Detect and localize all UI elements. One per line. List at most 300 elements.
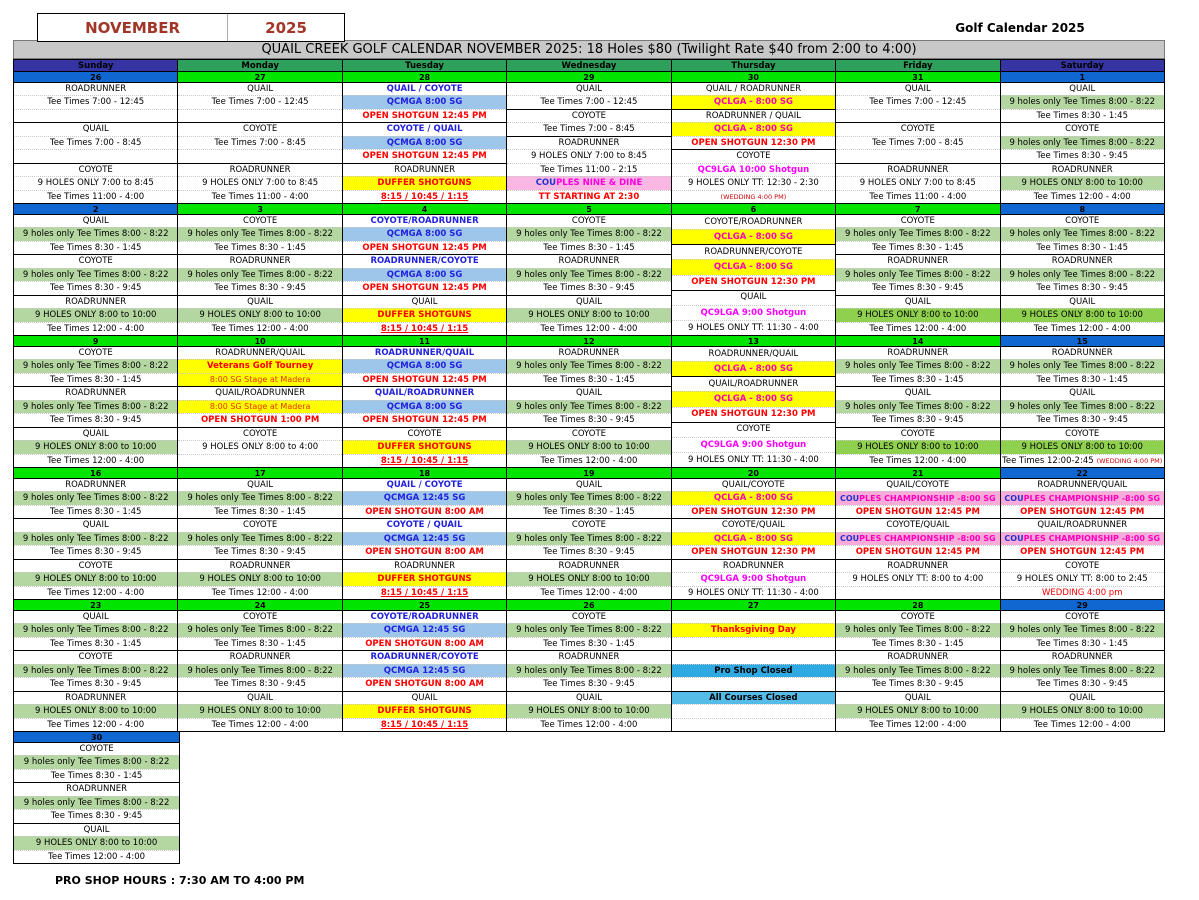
schedule-block	[507, 254, 670, 294]
schedule-line: QCMGA 8:00 SG	[343, 359, 506, 372]
schedule-block	[178, 295, 341, 335]
schedule-line: QUAIL	[247, 692, 274, 703]
schedule-line: 9 holes only Tee Times 8:00 - 8:22	[14, 359, 177, 372]
date-label: 28	[836, 600, 999, 611]
schedule-line: COYOTE	[571, 428, 607, 439]
schedule-line: QUAIL	[411, 296, 438, 307]
schedule-line: QUAIL	[82, 215, 109, 226]
schedule-line: 9 holes only Tee Times 8:00 - 8:22	[507, 664, 670, 677]
schedule-block	[14, 782, 179, 822]
schedule-block	[178, 691, 341, 731]
schedule-block	[1001, 691, 1164, 731]
schedule-line: ROADRUNNER	[1051, 256, 1113, 267]
day-cell-16	[13, 467, 178, 600]
schedule-line: QUAIL	[575, 479, 602, 490]
schedule-line: QUAIL / ROADRUNNER	[705, 83, 801, 94]
schedule-line: QUAIL	[82, 611, 109, 622]
schedule-line: QUAIL/ROADRUNNER	[1037, 520, 1128, 531]
schedule-block	[1001, 254, 1164, 294]
schedule-line: QCMGA 8:00 SG	[343, 268, 506, 281]
schedule-line: 8:15 / 10:45 / 1:15	[343, 454, 506, 467]
schedule-line: COYOTE	[243, 124, 278, 135]
schedule-line: 9 holes only Tee Times 8:00 - 8:22	[1001, 359, 1164, 372]
schedule-block	[836, 295, 999, 335]
schedule-block	[14, 347, 177, 386]
schedule-line: Tee Times 7:00 - 8:45	[507, 122, 670, 135]
schedule-line	[672, 677, 835, 690]
schedule-line: 9 HOLES ONLY TT: 11:30 - 4:00	[672, 452, 835, 467]
schedule-line	[14, 109, 177, 122]
schedule-line: ROADRUNNER	[1051, 652, 1113, 663]
schedule-line	[672, 718, 835, 731]
schedule-line: ROADRUNNER/QUAIL	[708, 348, 799, 359]
schedule-line: ROADRUNNER/QUAIL	[215, 347, 306, 358]
schedule-line: 9 holes only Tee Times 8:00 - 8:22	[836, 400, 999, 413]
date-label: 12	[507, 336, 670, 347]
week-row-5	[13, 599, 1165, 732]
schedule-line: QCMGA 8:00 SG	[343, 227, 506, 240]
schedule-line: OPEN SHOTGUN 8:00 AM	[343, 677, 506, 690]
schedule-block	[1001, 518, 1164, 558]
day-cell-8	[1000, 203, 1165, 336]
schedule-line: 9 holes only Tee Times 8:00 - 8:22	[1001, 268, 1164, 281]
schedule-line: ROADRUNNER	[558, 256, 620, 267]
schedule-block	[14, 295, 177, 335]
schedule-line: OPEN SHOTGUN 12:45 PM	[836, 545, 999, 558]
schedule-line: QUAIL/COYOTE	[886, 479, 950, 490]
schedule-line: Tee Times 8:30 - 1:45	[1001, 373, 1164, 386]
calendar-banner: QUAIL CREEK GOLF CALENDAR NOVEMBER 2025: 18 Holes $80 (Twilight Rate $40 from 2:00 to 4:00)	[13, 40, 1165, 59]
schedule-block	[14, 611, 177, 650]
schedule-line: OPEN SHOTGUN 12:30 PM	[672, 136, 835, 149]
pro-shop-hours: PRO SHOP HOURS : 7:30 AM TO 4:00 PM	[55, 874, 305, 887]
day-header-tuesday: Tuesday	[342, 59, 507, 72]
week-row-2	[13, 203, 1165, 336]
schedule-line: ROADRUNNER	[887, 652, 949, 663]
schedule-line: OPEN SHOTGUN 12:45 PM	[343, 373, 506, 386]
schedule-line: ROADRUNNER	[65, 83, 127, 94]
schedule-line: ROADRUNNER	[229, 560, 291, 571]
schedule-line: 9 holes only Tee Times 8:00 - 8:22	[836, 359, 999, 372]
schedule-line: ROADRUNNER	[229, 256, 291, 267]
schedule-block	[836, 611, 999, 650]
schedule-line: COYOTE	[243, 215, 278, 226]
schedule-line: 9 holes only Tee Times 8:00 - 8:22	[507, 491, 670, 504]
schedule-line: Tee Times 8:30 - 9:45	[14, 413, 177, 426]
schedule-line: 9 holes only Tee Times 8:00 - 8:22	[178, 532, 341, 545]
schedule-block	[343, 691, 506, 731]
year-title: 2025	[227, 14, 344, 41]
schedule-block	[1001, 83, 1164, 122]
day-cell-27	[671, 599, 836, 732]
schedule-block	[343, 427, 506, 467]
schedule-line: Tee Times 12:00 - 4:00	[14, 586, 177, 599]
schedule-line: Tee Times 12:00 - 4:00	[836, 454, 999, 467]
schedule-block	[507, 479, 670, 518]
day-cell-2	[13, 203, 178, 336]
schedule-line: 9 HOLES ONLY 8:00 to 10:00	[14, 440, 177, 453]
schedule-block	[672, 422, 835, 467]
schedule-line: Tee Times 8:30 - 1:45	[507, 241, 670, 254]
schedule-line: Tee Times 8:30 - 9:45	[178, 281, 341, 294]
schedule-line: Tee Times 8:30 - 1:45	[178, 505, 341, 518]
date-label: 21	[836, 468, 999, 479]
schedule-block	[343, 163, 506, 203]
schedule-line: ROADRUNNER	[65, 479, 127, 490]
schedule-line: 9 holes only Tee Times 8:00 - 8:22	[14, 623, 177, 636]
schedule-line: ROADRUNNER	[229, 652, 291, 663]
schedule-line: COYOTE	[900, 611, 935, 622]
schedule-line: 9 HOLES ONLY 7:00 to 8:45	[14, 176, 177, 189]
schedule-line: ROADRUNNER/COYOTE	[704, 247, 803, 258]
schedule-line: 9 HOLES ONLY 8:00 to 10:00	[178, 704, 341, 717]
day-cell-19	[506, 467, 671, 600]
schedule-line: Tee Times 8:30 - 1:45	[1001, 241, 1164, 254]
schedule-line: QUAIL/ROADRUNNER	[215, 388, 306, 399]
schedule-line: Tee Times 8:30 - 9:45	[178, 545, 341, 558]
schedule-line: 9 holes only Tee Times 8:00 - 8:22	[1001, 95, 1164, 108]
schedule-block	[178, 427, 341, 467]
schedule-line: QUAIL	[247, 296, 274, 307]
schedule-line: OPEN SHOTGUN 12:45 PM	[1001, 505, 1164, 518]
empty-day-cell	[672, 731, 837, 864]
day-header-saturday: Saturday	[1000, 59, 1165, 72]
schedule-line: COU PLES CHAMPIONSHIP -8:00 SG	[1001, 532, 1164, 545]
day-cell-9	[13, 335, 178, 468]
day-cell-21	[835, 467, 1000, 600]
date-label: 3	[178, 204, 341, 215]
empty-day-cell	[836, 731, 1001, 864]
date-label: 2	[14, 204, 177, 215]
schedule-line: 9 HOLES ONLY 7:00 to 8:45	[836, 176, 999, 189]
schedule-line: OPEN SHOTGUN 12:30 PM	[672, 545, 835, 558]
schedule-line: Tee Times 8:30 - 9:45	[836, 413, 999, 426]
schedule-line: QUAIL/ROADRUNNER	[708, 379, 799, 390]
schedule-line: 8:00 SG Stage at Madera	[178, 373, 341, 386]
day-cell-13	[671, 335, 836, 468]
schedule-line: Pro Shop Closed	[672, 664, 835, 677]
schedule-line: 9 HOLES ONLY TT: 12:30 - 2:30	[672, 176, 835, 189]
schedule-line: QCMGA 12:45 SG	[343, 491, 506, 504]
schedule-line: Tee Times 8:30 - 9:45	[14, 809, 179, 822]
schedule-line: QUAIL	[575, 296, 602, 307]
schedule-line: Tee Times 7:00 - 8:45	[178, 136, 341, 149]
day-cell-1	[1000, 71, 1165, 204]
schedule-block	[507, 386, 670, 426]
schedule-line: Tee Times 7:00 - 12:45	[178, 95, 341, 108]
schedule-line: Tee Times 12:00 - 4:00	[14, 454, 177, 467]
schedule-line: Tee Times 12:00 - 4:00	[1001, 718, 1164, 731]
date-label: 5	[507, 204, 670, 215]
schedule-line: COYOTE	[1065, 124, 1100, 135]
schedule-line: QUAIL	[575, 692, 602, 703]
schedule-line: COYOTE	[1065, 611, 1100, 622]
empty-day-cell	[343, 731, 508, 864]
schedule-line: Tee Times 8:30 - 9:45	[836, 281, 999, 294]
schedule-line: 9 HOLES ONLY 8:00 to 10:00	[1001, 704, 1164, 717]
schedule-block	[178, 518, 341, 558]
schedule-block	[507, 109, 670, 136]
schedule-block	[14, 518, 177, 558]
schedule-line: QCMGA 8:00 SG	[343, 136, 506, 149]
schedule-line: 9 holes only Tee Times 8:00 - 8:22	[836, 623, 999, 636]
date-label: 6	[672, 204, 835, 215]
date-label: 10	[178, 336, 341, 347]
schedule-line: 8:15 / 10:45 / 1:15	[343, 586, 506, 599]
day-cell-28	[835, 599, 1000, 732]
day-cell-4	[342, 203, 507, 336]
schedule-line: Tee Times 8:30 - 9:45	[507, 413, 670, 426]
schedule-line: 9 holes only Tee Times 8:00 - 8:22	[178, 623, 341, 636]
schedule-line: 9 HOLES ONLY 8:00 to 10:00	[178, 308, 341, 321]
schedule-line: Tee Times 8:30 - 9:45	[507, 281, 670, 294]
date-label: 26	[14, 72, 177, 83]
schedule-line: Tee Times 8:30 - 1:45	[836, 241, 999, 254]
schedule-block	[14, 559, 177, 599]
schedule-line: 9 HOLES ONLY 8:00 to 10:00	[178, 572, 341, 585]
schedule-block	[507, 295, 670, 335]
schedule-line: Tee Times 12:00 - 4:00	[507, 454, 670, 467]
empty-day-cell	[179, 731, 344, 864]
schedule-line: Tee Times 12:00 - 4:00	[507, 586, 670, 599]
empty-day-cell	[1000, 731, 1165, 864]
date-label: 24	[178, 600, 341, 611]
week-row-1	[13, 71, 1165, 204]
schedule-line: 9 HOLES ONLY 7:00 to 8:45	[507, 149, 670, 162]
schedule-line: Tee Times 11:00 - 4:00	[14, 190, 177, 203]
schedule-line: COYOTE/ROADRUNNER	[370, 611, 479, 622]
schedule-line: ROADRUNNER/COYOTE	[370, 652, 479, 663]
schedule-line: QCLGA - 8:00 SG	[672, 259, 835, 274]
schedule-line: ROADRUNNER	[1051, 164, 1113, 175]
schedule-line: OPEN SHOTGUN 12:30 PM	[672, 275, 835, 290]
schedule-block	[836, 559, 999, 599]
schedule-line: COYOTE	[571, 215, 607, 226]
schedule-line: 9 HOLES ONLY 8:00 to 10:00	[14, 308, 177, 321]
schedule-line: COYOTE / QUAIL	[386, 520, 463, 531]
schedule-line: 9 HOLES ONLY TT: 8:00 to 2:45	[1001, 572, 1164, 585]
schedule-line: OPEN SHOTGUN 12:30 PM	[672, 505, 835, 518]
day-cell-3	[177, 203, 342, 336]
date-label: 20	[672, 468, 835, 479]
schedule-line: QUAIL / COYOTE	[386, 479, 463, 490]
schedule-line: ROADRUNNER	[65, 388, 127, 399]
schedule-block	[836, 122, 999, 162]
schedule-line: COYOTE / QUAIL	[386, 124, 463, 135]
schedule-block	[672, 479, 835, 518]
schedule-line: Tee Times 8:30 - 1:45	[14, 637, 177, 650]
day-cell-22	[1000, 467, 1165, 600]
schedule-line	[836, 109, 999, 122]
schedule-block	[672, 650, 835, 690]
schedule-line: ROADRUNNER	[887, 560, 949, 571]
schedule-line: 9 holes only Tee Times 8:00 - 8:22	[14, 227, 177, 240]
schedule-line: Tee Times 12:00 - 4:00	[836, 718, 999, 731]
schedule-line: 9 holes only Tee Times 8:00 - 8:22	[178, 268, 341, 281]
schedule-line	[178, 149, 341, 162]
schedule-line: ROADRUNNER	[558, 137, 620, 148]
date-label: 4	[343, 204, 506, 215]
schedule-block	[836, 83, 999, 122]
schedule-line	[672, 651, 835, 663]
schedule-line: 9 holes only Tee Times 8:00 - 8:22	[507, 268, 670, 281]
schedule-line: QUAIL	[1069, 388, 1096, 399]
schedule-line	[836, 149, 999, 162]
date-label: 16	[14, 468, 177, 479]
schedule-line: Tee Times 8:30 - 1:45	[14, 505, 177, 518]
schedule-line: QCMGA 8:00 SG	[343, 95, 506, 108]
schedule-line: QUAIL	[904, 296, 931, 307]
schedule-block	[1001, 479, 1164, 518]
schedule-block	[507, 215, 670, 254]
day-cell-24	[177, 599, 342, 732]
schedule-block	[14, 479, 177, 518]
schedule-line: QUAIL	[740, 292, 767, 303]
schedule-line: QCMGA 12:45 SG	[343, 664, 506, 677]
schedule-line: QCLGA - 8:00 SG	[672, 491, 835, 504]
schedule-line: 9 holes only Tee Times 8:00 - 8:22	[836, 664, 999, 677]
schedule-line: COYOTE/ROADRUNNER	[704, 216, 803, 227]
schedule-line: ROADRUNNER	[229, 164, 291, 175]
schedule-line: 9 HOLES ONLY 8:00 to 10:00	[507, 704, 670, 717]
schedule-line: Tee Times 8:30 - 9:45	[1001, 413, 1164, 426]
schedule-line: 9 holes only Tee Times 8:00 - 8:22	[836, 268, 999, 281]
schedule-block	[14, 254, 177, 294]
schedule-line: Tee Times 8:30 - 1:45	[836, 373, 999, 386]
schedule-line: 9 holes only Tee Times 8:00 - 8:22	[836, 227, 999, 240]
schedule-line: 9 holes only Tee Times 8:00 - 8:22	[1001, 227, 1164, 240]
schedule-block	[1001, 122, 1164, 162]
day-cell-7	[835, 203, 1000, 336]
schedule-block	[836, 427, 999, 467]
schedule-line: DUFFER SHOTGUNS	[343, 176, 506, 189]
schedule-line: QCMGA 12:45 SG	[343, 532, 506, 545]
schedule-line: QCMGA 8:00 SG	[343, 400, 506, 413]
schedule-block	[836, 254, 999, 294]
schedule-block	[14, 215, 177, 254]
schedule-line: 9 HOLES ONLY TT: 8:00 to 4:00	[836, 572, 999, 585]
schedule-line: QUAIL	[247, 83, 274, 94]
schedule-line: QUAIL	[904, 83, 931, 94]
schedule-line: Tee Times 8:30 - 9:45	[1001, 149, 1164, 162]
day-cell-15	[1000, 335, 1165, 468]
schedule-line: COYOTE	[900, 124, 935, 135]
day-cell-12	[506, 335, 671, 468]
schedule-line: QUAIL	[1069, 692, 1096, 703]
schedule-line: Tee Times 8:30 - 1:45	[14, 241, 177, 254]
empty-day-cell	[507, 731, 672, 864]
schedule-line: Tee Times 8:30 - 9:45	[14, 677, 177, 690]
schedule-line: 9 holes only Tee Times 8:00 - 8:22	[507, 532, 670, 545]
schedule-line: ROADRUNNER/QUAIL	[1037, 479, 1128, 490]
schedule-line: ROADRUNNER	[558, 652, 620, 663]
schedule-line: 9 HOLES ONLY 8:00 to 10:00	[1001, 440, 1164, 453]
schedule-block	[178, 479, 341, 518]
schedule-block	[672, 149, 835, 203]
schedule-line: 9 holes only Tee Times 8:00 - 8:22	[14, 400, 177, 413]
date-label: 17	[178, 468, 341, 479]
week-row-3	[13, 335, 1165, 468]
schedule-line: Tee Times 11:00 - 4:00	[178, 190, 341, 203]
schedule-line: QCLGA - 8:00 SG	[672, 122, 835, 135]
schedule-line: 9 HOLES ONLY TT: 11:30 - 4:00	[672, 586, 835, 599]
schedule-line: COYOTE	[78, 256, 113, 267]
schedule-line: OPEN SHOTGUN 8:00 AM	[343, 545, 506, 558]
schedule-line: 9 HOLES ONLY 8:00 to 10:00	[1001, 308, 1164, 321]
schedule-line: COYOTE	[571, 611, 607, 622]
date-label: 18	[343, 468, 506, 479]
day-cell-14	[835, 335, 1000, 468]
schedule-block	[507, 691, 670, 731]
schedule-line: Tee Times 8:30 - 1:45	[178, 637, 341, 650]
schedule-line: 9 holes only Tee Times 8:00 - 8:22	[178, 491, 341, 504]
schedule-line: OPEN SHOTGUN 1:00 PM	[178, 413, 341, 426]
schedule-block	[672, 83, 835, 109]
schedule-line: WEDDING 4:00 pm	[1001, 586, 1164, 599]
schedule-line: ROADRUNNER	[394, 560, 456, 571]
day-cell-6	[671, 203, 836, 336]
schedule-line: COYOTE	[1065, 428, 1100, 439]
schedule-line: COYOTE	[243, 520, 278, 531]
schedule-line: 9 HOLES ONLY 8:00 to 10:00	[1001, 176, 1164, 189]
calendar-grid	[13, 59, 1165, 864]
date-label: 22	[1001, 468, 1164, 479]
schedule-line	[178, 454, 341, 467]
schedule-line: ROADRUNNER	[887, 164, 949, 175]
day-cell-31	[835, 71, 1000, 204]
schedule-line: 9 HOLES ONLY TT: 11:30 - 4:00	[672, 320, 835, 335]
schedule-line: 9 HOLES ONLY 8:00 to 10:00	[836, 308, 999, 321]
schedule-block	[343, 254, 506, 294]
date-label: 8	[1001, 204, 1164, 215]
schedule-line: Tee Times 11:00 - 2:15	[507, 163, 670, 176]
schedule-line: Tee Times 12:00 - 4:00	[14, 322, 177, 335]
schedule-line: QUAIL	[83, 824, 110, 835]
schedule-block	[672, 691, 835, 731]
schedule-line: OPEN SHOTGUN 12:45 PM	[343, 413, 506, 426]
date-label: 29	[507, 72, 670, 83]
schedule-line: Tee Times 8:30 - 9:45	[507, 677, 670, 690]
schedule-line: Tee Times 7:00 - 12:45	[14, 95, 177, 108]
day-cell-30	[671, 71, 836, 204]
schedule-line: QUAIL	[904, 388, 931, 399]
day-cell-11	[342, 335, 507, 468]
date-label: 19	[507, 468, 670, 479]
schedule-line	[672, 704, 835, 717]
schedule-line: Tee Times 8:30 - 1:45	[14, 373, 177, 386]
date-label: 11	[343, 336, 506, 347]
schedule-line: 8:15 / 10:45 / 1:15	[343, 718, 506, 731]
month-title: NOVEMBER	[85, 18, 181, 37]
day-cell-26	[506, 599, 671, 732]
schedule-line: COYOTE	[78, 560, 113, 571]
schedule-line: QC9LGA 9:00 Shotgun	[672, 572, 835, 585]
date-label: 26	[507, 600, 670, 611]
schedule-line: ROADRUNNER	[65, 692, 127, 703]
date-label: 1	[1001, 72, 1164, 83]
date-label: 28	[343, 72, 506, 83]
schedule-line: 9 HOLES ONLY 8:00 to 10:00	[836, 440, 999, 453]
schedule-line	[178, 109, 341, 122]
schedule-block	[507, 136, 670, 203]
schedule-line: ROADRUNNER	[394, 164, 456, 175]
schedule-line: COYOTE	[78, 652, 113, 663]
schedule-line: 9 HOLES ONLY 8:00 to 10:00	[507, 572, 670, 585]
schedule-line: Tee Times 12:00 - 4:00	[14, 850, 179, 863]
schedule-line: Tee Times 12:00 - 4:00	[836, 322, 999, 335]
schedule-line	[14, 149, 177, 162]
schedule-block	[672, 376, 835, 421]
